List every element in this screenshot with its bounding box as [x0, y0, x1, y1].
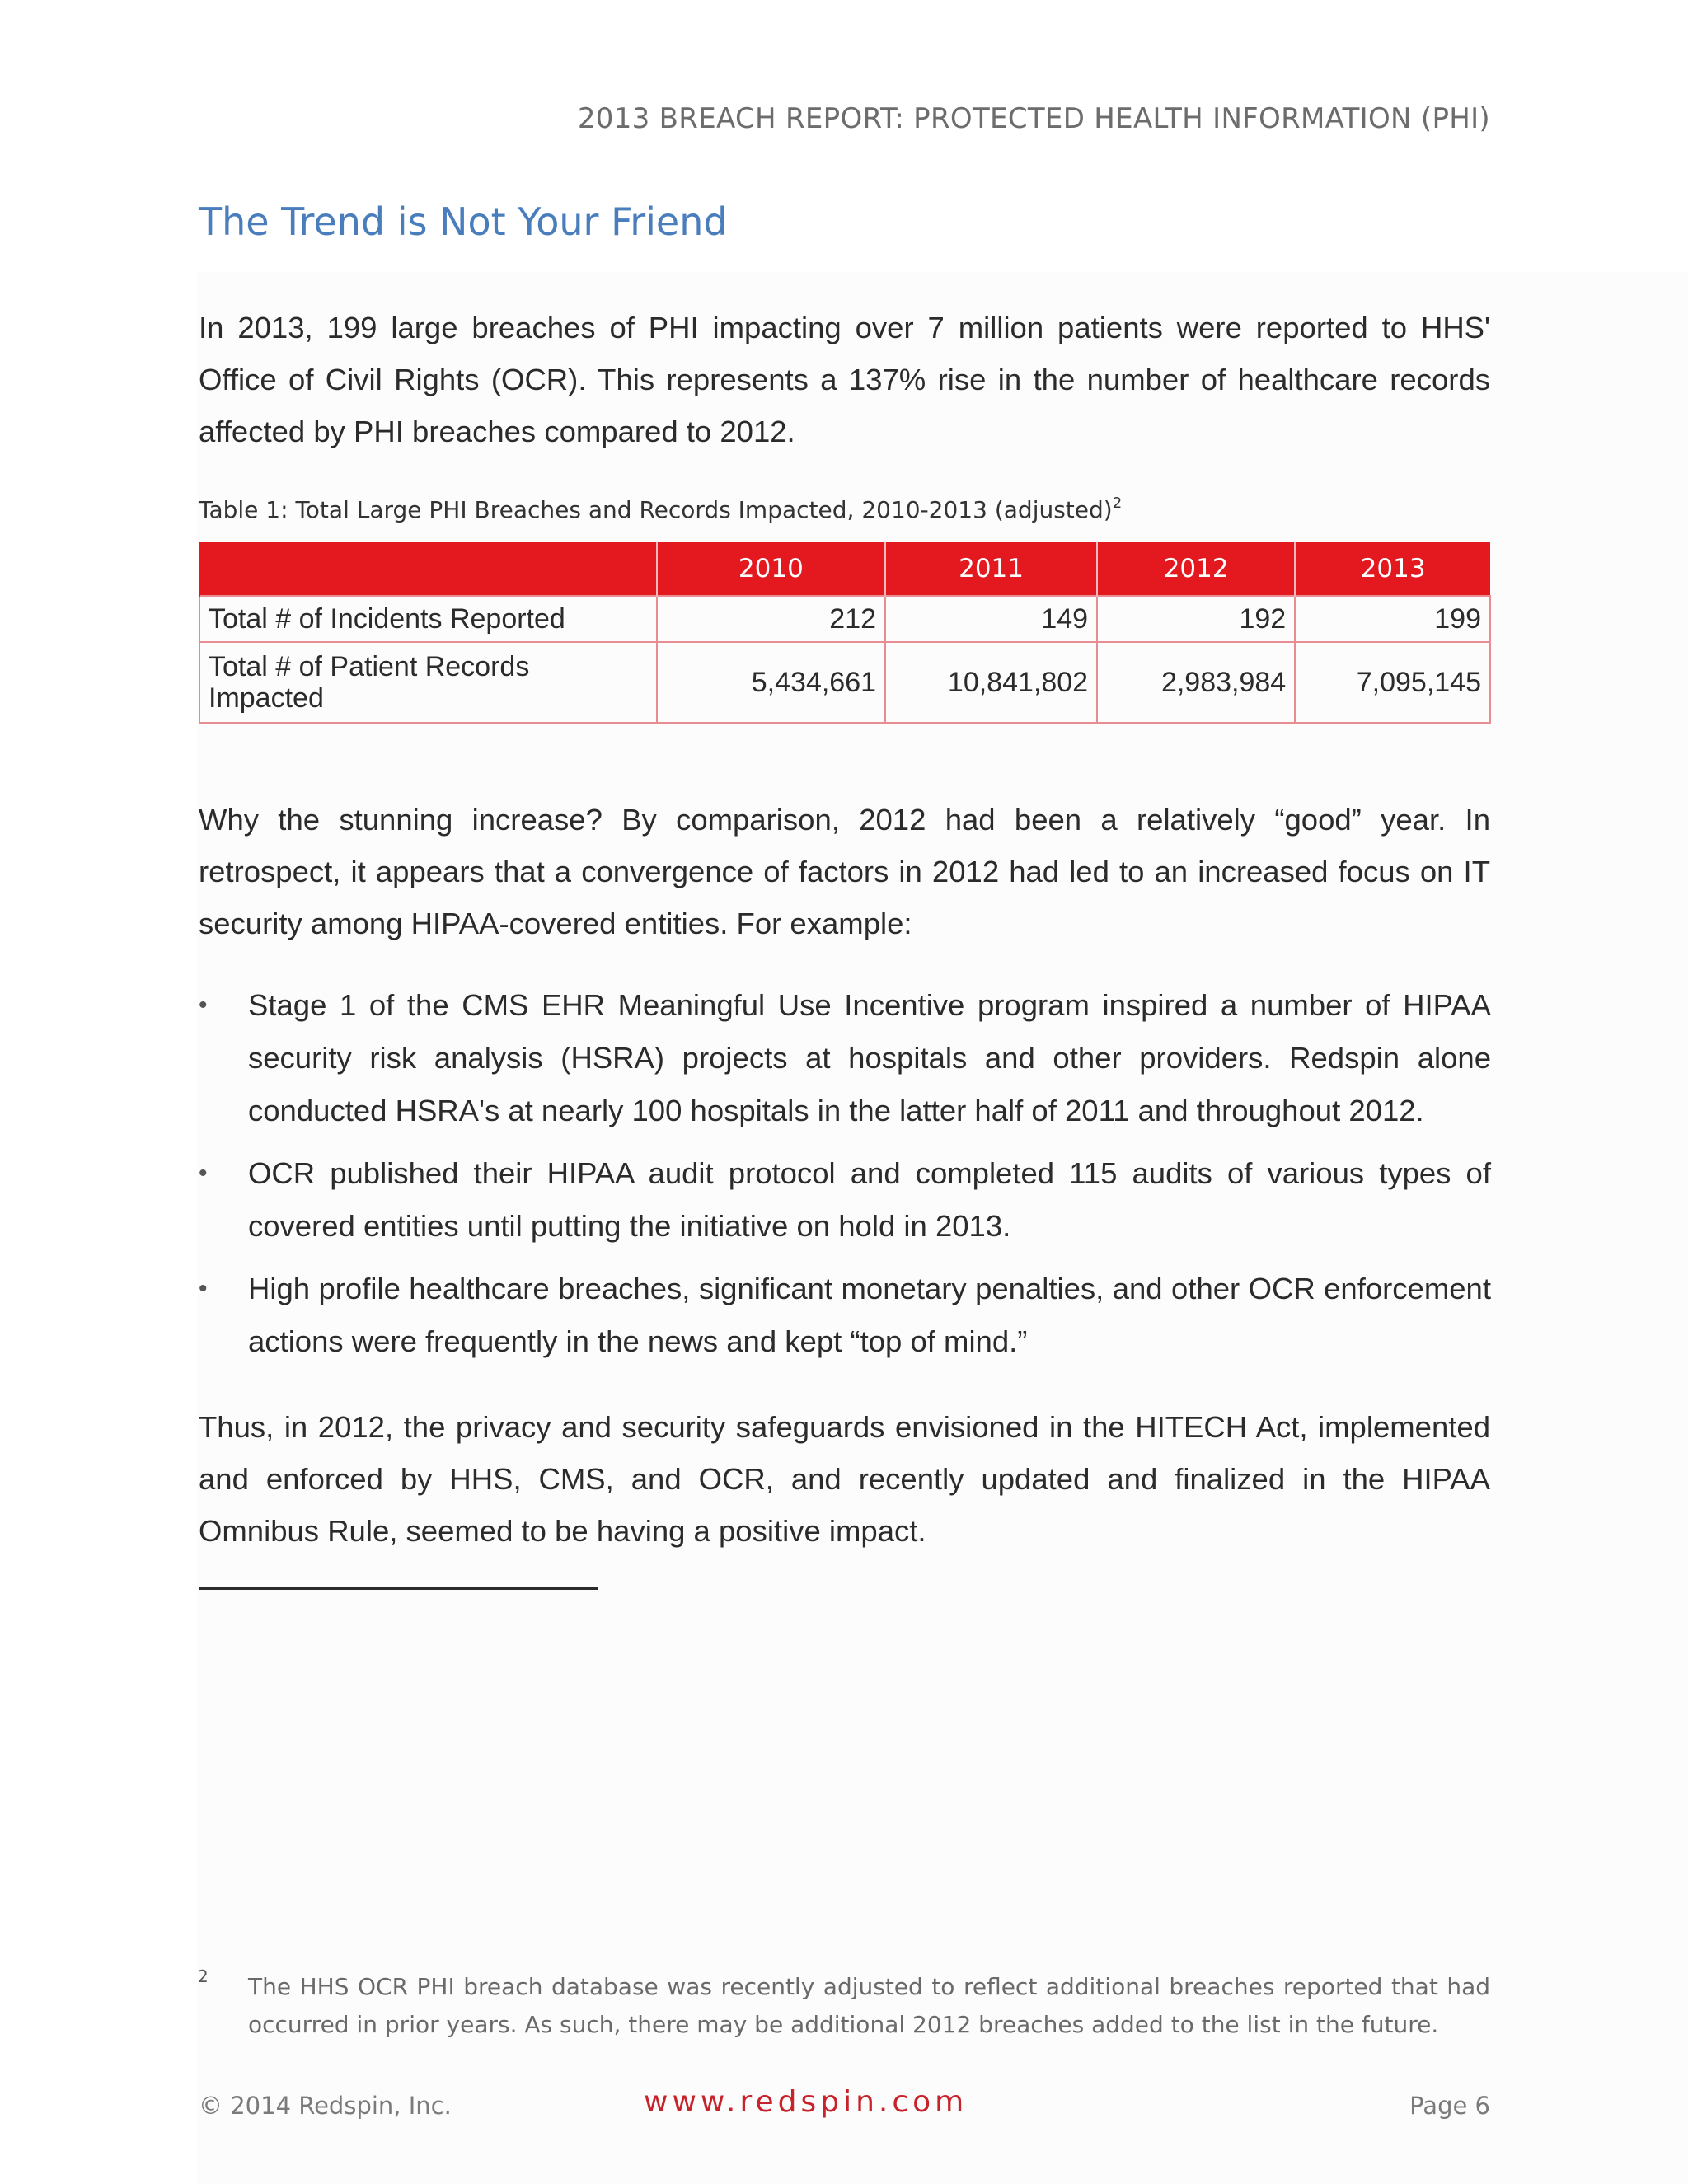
table-cell: 199	[1295, 596, 1490, 642]
column-header	[199, 542, 657, 596]
table-cell: 5,434,661	[657, 642, 885, 723]
factor-list	[199, 979, 1491, 1378]
column-header: 2010	[657, 542, 885, 596]
list-item-text: High profile healthcare breaches, significant monetary penalties, and other OCR enforcement actions were frequently in the news and kept “top of mind.”	[248, 1272, 1491, 1358]
table-cell: 192	[1097, 596, 1295, 642]
conclusion-paragraph: Thus, in 2012, the privacy and security safeguards envisioned in the HITECH Act, implemented and enforced by HHS, CMS, and OCR, and recently updated and finalized in the HIPAA Omnibus Rule, seemed to be having a positive impact.	[199, 1410, 1490, 1548]
table-caption-text: Table 1: Total Large PHI Breaches and Records Impacted, 2010-2013 (adjusted)	[199, 496, 1113, 523]
row-label: Total # of Incidents Reported	[199, 596, 657, 642]
footer-copyright: © 2014 Redspin, Inc.	[199, 2092, 452, 2120]
footnote-text: The HHS OCR PHI breach database was recently adjusted to reflect additional breaches reported that had occurred in prior years. As such, there may be additional 2012 breaches added to the list in the future.	[248, 1973, 1490, 2038]
list-item	[199, 1147, 1491, 1253]
bullet-icon: •	[199, 1160, 208, 1187]
row-label: Total # of Patient Records Impacted	[199, 642, 657, 723]
table-row	[199, 596, 1490, 642]
why-paragraph: Why the stunning increase? By comparison, 2012 had been a relatively “good” year. In retrospect, it appears that a convergence of factors in 2012 had led to an increased focus on IT security among HIPAA-covered entities. For example:	[199, 803, 1490, 940]
column-header: 2012	[1097, 542, 1295, 596]
column-header: 2013	[1295, 542, 1490, 596]
list-item-text: OCR published their HIPAA audit protocol and completed 115 audits of various types of covered entities until putting the initiative on hold in 2013.	[248, 1156, 1491, 1243]
running-header: 2013 BREACH REPORT: PROTECTED HEALTH INFORMATION (PHI)	[577, 102, 1490, 135]
footnote-number: 2	[198, 1966, 209, 1986]
list-item	[199, 979, 1491, 1137]
list-item-text: Stage 1 of the CMS EHR Meaningful Use Incentive program inspired a number of HIPAA security risk analysis (HSRA) projects at hospitals and other providers. Redspin alone conducted HSRA's at nearly 100 hospitals in the latter half of 2011 and throughout 2012.	[248, 988, 1491, 1127]
breach-table	[199, 542, 1491, 724]
footer-website-link[interactable]: www.redspin.com	[644, 2085, 968, 2119]
table-row	[199, 642, 1490, 723]
page-number: Page 6	[1409, 2092, 1490, 2120]
table-cell: 149	[885, 596, 1097, 642]
section-title: The Trend is Not Your Friend	[199, 199, 728, 244]
footnote-ref: 2	[1112, 494, 1123, 512]
table-header-row	[199, 542, 1490, 596]
table-cell: 7,095,145	[1295, 642, 1490, 723]
table-cell: 2,983,984	[1097, 642, 1295, 723]
intro-paragraph: In 2013, 199 large breaches of PHI impacting over 7 million patients were reported to HHS' Office of Civil Rights (OCR). This represents a 137% rise in the number of healthcare records affected by PHI breaches compared to 2012.	[199, 311, 1490, 448]
table-cell: 10,841,802	[885, 642, 1097, 723]
table-caption	[199, 494, 1122, 523]
bullet-icon: •	[199, 1275, 208, 1302]
column-header: 2011	[885, 542, 1097, 596]
footnote-divider	[199, 1587, 598, 1590]
bullet-icon: •	[199, 991, 208, 1019]
list-item	[199, 1263, 1491, 1368]
table-cell: 212	[657, 596, 885, 642]
